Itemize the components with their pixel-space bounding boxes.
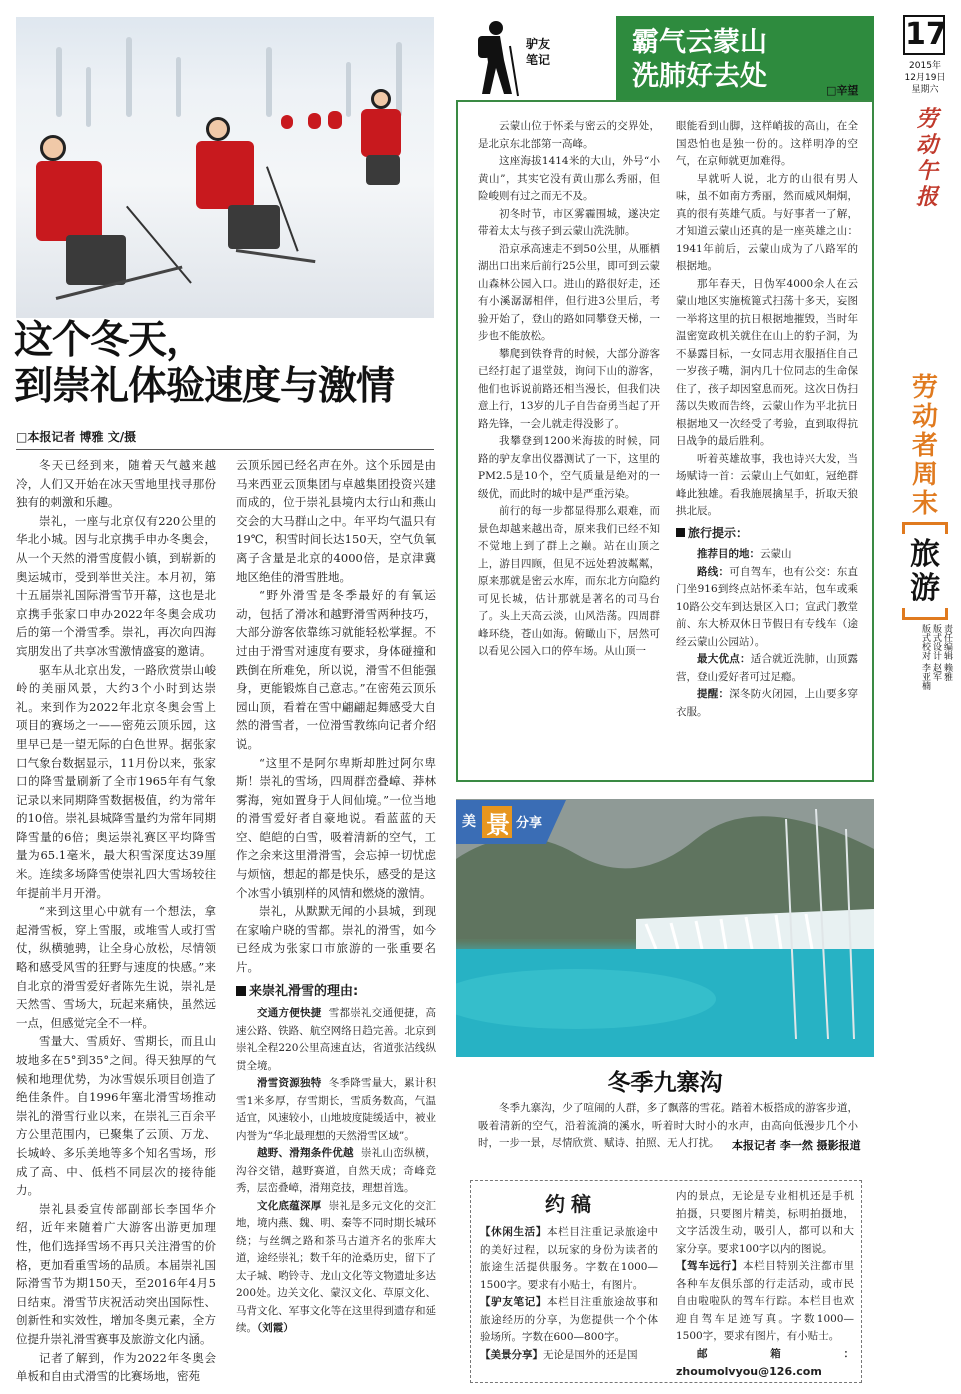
tip-item: 路线：可自驾车，也有公交：东直门坐916到终点站怀柔车站，包车或乘10路公交车到达景区入口；宣武门教堂前、东大桥双休日节假日有专线车（途经云蒙山公园站）。 — [676, 565, 858, 648]
tips-heading: 旅行提示： — [676, 525, 858, 543]
square-bullet-icon — [676, 528, 685, 537]
cfp-email-line: 邮箱：zhoumolvyou@126.com — [676, 1347, 854, 1378]
section-title: 劳动者周末 — [911, 373, 938, 519]
main-headline — [14, 318, 444, 410]
notes-author: □辛望 — [826, 84, 859, 97]
call-for-papers-title: 约稿 — [545, 1192, 597, 1216]
page-number: 17 — [903, 15, 945, 55]
paragraph: 我攀登到1200米海拔的时候，同路的驴友拿出仪器测试了一下，这里的PM2.5是10个，空气质量是绝对的一级优，而此时的城中是严重污染。 — [478, 435, 660, 500]
paragraph: 初冬时节，市区雾霾围城，遂决定带着太太与孩子到云蒙山洗洗肺。 — [478, 207, 660, 237]
issue-date: 2015年 12月19日 星期六 — [904, 61, 946, 95]
email-link[interactable]: zhoumolvyou@126.com — [676, 1365, 822, 1378]
paragraph: 沿京承高速走不到50公里，从雁栖湖出口出来后前行25公里，即可到云蒙山森林公园入口。进山的路很好走，还有小溪潺潺相伴，但行进3公里后，考验开始了，登山的路如同攀登天梯，一步也不能放松。 — [478, 242, 660, 342]
paragraph: 记者了解到，作为2022年冬奥会单板和自由式滑雪的比赛场地，密苑 — [16, 1350, 216, 1384]
paragraph: 雪量大、雪质好、雪期长，而且山坡地多在5°到35°之间。得天独厚的气候和地理优势，为冰雪娱乐项目创造了绝佳条件。自1996年塞北滑雪场推动崇礼的滑雪行业以来，在崇礼三百余平方公里范围内，已聚集了云顶、万龙、长城岭、多乐美地等多个知名雪场，形成了高、中、低档不同层次的接待能力。 — [16, 1034, 216, 1198]
paragraph: 崇礼，一座与北京仅有220公里的华北小城。因与北京携手申办冬奥会，从一个天然的滑雪度假小镇，到崭新的奥运城市，受到举世关注。本月初，第十五届崇礼国际滑雪节开幕，这也是北京携手张家口申办2022年冬奥会成功后的第一个滑雪季。崇礼，再次向四海宾朋发出了共享冰雪激情盛宴的邀请。 — [16, 513, 216, 658]
paragraph: “来到这里心中就有一个想法，拿起滑雪板，穿上雪服，或堆雪人或打雪仗，纵横驰骋，让全身心放松，尽情领略和感受风雪的狂野与速度的快感。”来自北京的滑雪爱好者陈先生说，崇礼是天然雪、雪场大，玩起来痛快，虽然远一点，但感觉完全不一样。 — [16, 904, 216, 1030]
paragraph: 早就听人说，北方的山很有男人味，虽不如南方秀丽，然而威风烔烔，真的很有英雄气质。与好事者一了解，才知道云蒙山还真的是一座英雄之山：1941年前后，云蒙山成为了八路军的根据地。 — [676, 172, 858, 272]
tip-item: 提醒：深冬防火闭园，上山要多穿衣服。 — [676, 688, 858, 718]
cfp-item: 内的景点，无论是专业相机还是手机拍摄，只要图片精美，标明拍摄地，文字活泼生动，吸引人，都可以和大家分享。要求100字以内的图说。 — [676, 1190, 854, 1255]
reasons-heading: 来崇礼滑雪的理由: — [236, 983, 436, 1002]
jiuzhai-credit: 本报记者 李一然 摄影报道 — [732, 1139, 861, 1152]
ski-article-column-1 — [16, 456, 216, 1386]
ski-article-column-2 — [236, 456, 436, 1338]
reason-item: 滑雪资源独特 冬季降雪量大，累计积雪1米多厚，存雪期长，雪质务数高，气温适宜，风速较小，山地坡度陡缓适中，被业内誉为“华北最理想的天然滑雪区域”。 — [236, 1077, 437, 1142]
paragraph: “野外滑雪是冬季最好的有氧运动，包括了滑冰和越野滑雪两种技巧，大部分游客依靠练习就能轻松掌握。不过由于滑雪对速度有要求，身体碰撞和跌倒在所难免，所以说，滑雪不但能强身，更能锻炼自己意志。”在密苑云顶乐园山顶，看着在雪中翩翩起舞感受大自然的滑雪者，一位滑雪教练向记者介绍说。 — [236, 588, 436, 751]
paragraph: 那年春天，日伪军4000余人在云蒙山地区实施梳篦式扫荡十多天，妄图一举将这里的抗日根据地摧毁，当时年温密宽政机关就住在山上的豹子洞，为不暴露目标，一女同志用衣服捂住自己一岁孩子嘴，洞内几十位同志的生命保住了，孩子却因窒息而死。这次日伪扫荡以失败而告终，云蒙山作为平北抗日根据地又一次经受了考验，直到取得抗日战争的最后胜利。 — [676, 277, 858, 447]
paragraph: 云顶乐园已经名声在外。这个乐园是由马来西亚云顶集团与卓越集团投资兴建而成的，位于崇礼县境内太行山和燕山交会的大马群山之中。年平均气温只有19℃，积雪时间长达150天，空气负氧离子含量是北京的4000倍，是京津冀地区绝佳的滑雪胜地。 — [236, 458, 436, 584]
paragraph: 听着英雄故事，我也诗兴大发，当场赋诗一首：云蒙山上气如虹，冠绝群峰此独雄。看我施展擒星手，折取天狼拱北辰。 — [676, 452, 858, 517]
cfp-item: 【驴友笔记】本栏目注重旅途故事和旅途经历的分享，为您提供一个个体验场所。字数在600—800字。 — [480, 1296, 658, 1343]
reason-item: 文化底蕴深厚 崇礼是多元文化的交汇地，境内燕、魏、明、秦等不同时期长城环绕；与丝绸之路和茶马古道齐名的张库大道，途经崇礼；数千年的沧桑历史，留下了太子城、哟铃寺、龙山文化等文物遗址多达200处。边关文化、蒙汉文化、草原文化、马背文化、军事文化等在这里得到遗存和延续。（刘霞） — [236, 1199, 437, 1335]
notes-tag: 驴友 笔记 — [526, 37, 551, 67]
tip-item: 最大优点：适合就近洗肺，山顶露营，登山爱好者可过足瘾。 — [676, 653, 858, 683]
jiuzhai-caption: 冬季九寨沟，少了喧闹的人群，多了飘落的雪花。踏着木板搭成的游客步道，吸着清新的空气，沿着流淌的溪水，听着时大时小的水声，由高向低漫步几个小时，一步一景，尽情欣赏、赋诗、拍照、无人打扰。 — [478, 1102, 858, 1149]
jiuzhai-badge: 美 景 分享 — [456, 800, 576, 844]
paragraph: 眼能看到山脚，这样峭拔的高山，在全国恐怕也是独一份的。这样明净的空气，在京师就更加难得。 — [676, 120, 858, 167]
paragraph: 这座海拔1414米的大山，外号“小黄山”，其实它没有黄山那么秀丽，但险峻则有过之而无不及。 — [478, 155, 660, 202]
reasons-list — [236, 1005, 436, 1338]
notes-title: 霸气云蒙山 洗肺好去处 — [616, 16, 874, 100]
cfp-item: 【驾车远行】本栏目特别关注都市里各种车友俱乐部的行走活动，或市民自由啦啦队的驾车行踪。本栏目也欢迎自驾车足迹写真。字数1000—1500字，要求有图片，有小贴士。 — [676, 1260, 854, 1342]
paragraph: 云蒙山位于怀柔与密云的交界处，是北京东北部第一高峰。 — [478, 120, 660, 150]
ski-byline: □本报记者 博雅 文/摄 — [16, 430, 137, 444]
notes-column-2 — [676, 118, 858, 721]
reason-item: 交通方便快捷 雪都崇礼交通便捷，高速公路、铁路、航空网络日趋完善。北京到崇礼全程220公里高速直达，省道张沽线纵贯全境。 — [236, 1007, 437, 1072]
jiuzhai-title: 冬季九寨沟 — [607, 1070, 723, 1096]
reasons-author: （刘霞） — [257, 1322, 294, 1335]
paragraph: “这里不是阿尔卑斯却胜过阿尔卑斯！崇礼的雪场，四周群峦叠嶂、莽林雾海，宛如置身于人间仙境。”一位当地的滑雪爱好者自豪地说。看蓝蓝的天空、皑皑的白雪，吸着清新的空气，工作之余来这里滑滑雪，会忘掉一切忧虑与烦恼，想起的都是快乐，感受的是这个冰雪小镇别样的风情和燃烧的激情。 — [236, 755, 436, 900]
bracket-decoration — [902, 522, 948, 534]
paragraph: 驱车从北京出发，一路欣赏崇山峻岭的美丽风景，大约3个小时到达崇礼。来到作为2022年北京冬奥会雪上项目的赛场之一——密苑云顶乐园，这里早已是一望无际的白色世界。据张家口气象台数据显示，11月份以来，张家口的降雪量刷新了全市1965年有气象记录以来同期降雪数据极值，约为常年的10倍。崇礼县城降雪量约为常年同期降雪量的6倍；奥运崇礼赛区平均降雪量为65.1毫米，最大积雪深度达39厘米。连续多场降雪使崇礼四大雪场较往年提前半月开滑。 — [16, 662, 216, 900]
call-for-papers-column-1 — [480, 1224, 658, 1364]
byline-divider — [16, 449, 434, 450]
ski-photo — [16, 17, 434, 318]
call-for-papers-column-2 — [676, 1188, 854, 1382]
paragraph: 冬天已经到来，随着天气越来越冷，人们又开始在冰天雪地里找寻那份独有的刺激和乐趣。 — [16, 458, 216, 510]
reason-item: 越野、滑翔条件优越 崇礼山峦纵横，沟谷交错，越野赛道，自然天成；奇峰竞秀，层峦叠嶂，滑翔竞技，理想首选。 — [236, 1147, 437, 1195]
square-bullet-icon — [236, 986, 246, 996]
paragraph: 崇礼县委宣传部副部长李国华介绍，近年来随着广大游客出游更加理性，他们选择雪场不再只关注滑雪的价格，更加看重雪场的品质。本届崇礼国际滑雪节为期150天，至2016年4月5日结束。滑雪节庆祝活动突出国际性、创新性和实效性，增加冬奥元素，全方位提升崇礼滑雪赛事及旅游文化内涵。 — [16, 1201, 216, 1346]
paragraph: 攀爬到铁脊背的时候，大部分游客已经打起了退堂鼓，询问下山的游客，他们也诉说前路还相当漫长，但我们决意上行，13岁的儿子自告奋勇当起了开路先锋，一会儿就走得没影了。 — [478, 347, 660, 430]
headline-line-2: 到崇礼体验速度与激情 — [14, 364, 395, 409]
notes-column-1 — [478, 118, 660, 661]
cfp-item: 【休闲生活】本栏目注重记录旅途中的美好过程，以玩家的身份为读者的旅途生活提供服务。字数在1000—1500字。要求有小贴士，有图片。 — [480, 1226, 658, 1291]
newspaper-logo: 劳动午报 — [915, 106, 938, 210]
section-name: 旅游 — [910, 537, 940, 606]
bracket-decoration — [902, 608, 948, 620]
paragraph: 崇礼，从默默无闻的小县城，到现在家喻户晓的雪都。崇礼的滑雪，如今已经成为张家口市旅游的一张重要名片。 — [236, 904, 436, 975]
cfp-item: 【美景分享】无论是国外的还是国 — [480, 1348, 638, 1361]
editor-credits: 责任编辑 赖雅 版式设计 赵军 版式校对 李亚楠 — [920, 624, 952, 690]
tip-item: 推荐目的地：云蒙山 — [697, 548, 792, 560]
headline-line-1: 这个冬天， — [14, 318, 205, 363]
paragraph: 前行的每一步都显得那么艰难，而景色却越来越出奇，原来我们已经不知不觉地上到了群上之巅。站在山顶之上，游目四顾，但见不远处碧波粼粼，原来那就是密云水库，而东北方向隐约可见长城，估计那就是著名的司马台了。头上天高云淡，山风浩荡。四周群峰环绕，苍山如海。俯瞰山下，居然可以看见公园入口的停车场。从山顶一 — [478, 505, 660, 657]
